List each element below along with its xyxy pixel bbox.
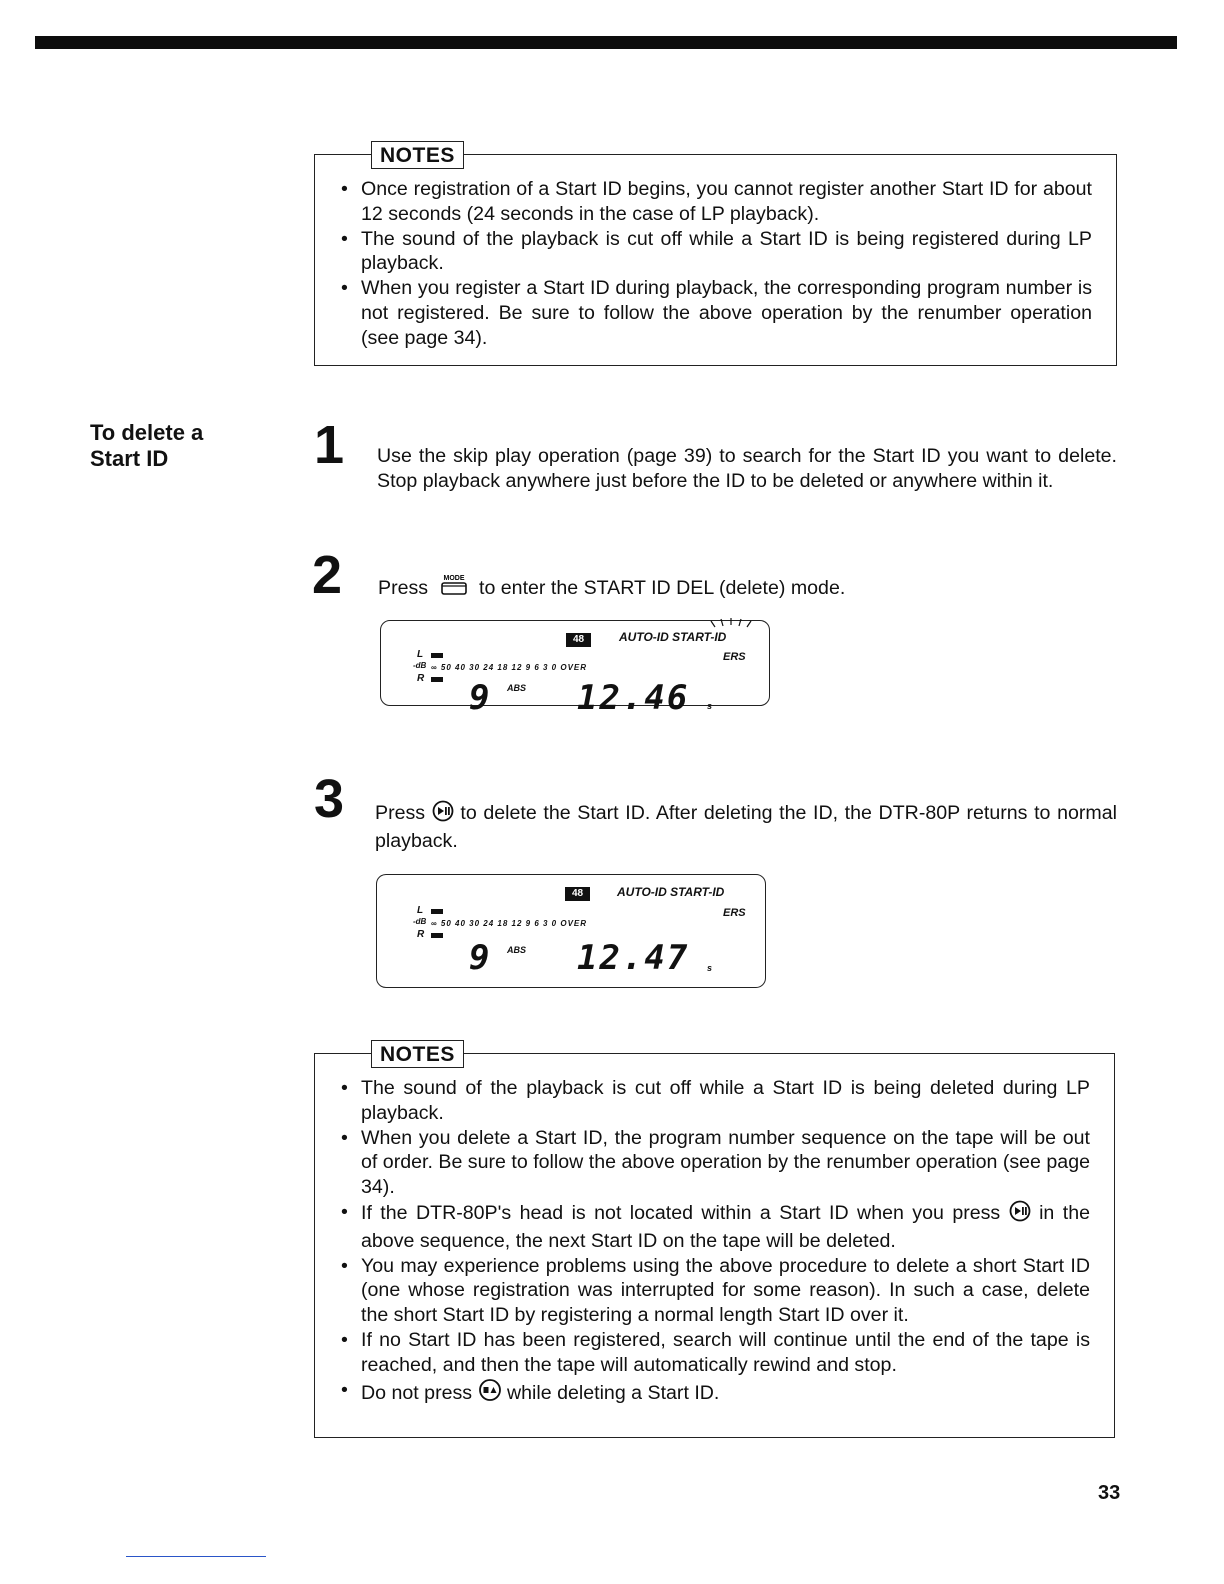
step-text-part: Press <box>378 577 429 599</box>
note-item: • When you delete a Start ID, the program number sequence on the tape will be out of order. Be sure to follow the above operation by the renumber operation (see page 34). <box>341 1126 1090 1200</box>
time-counter: 12.47 <box>577 938 690 978</box>
notes-box-bottom <box>314 1043 1115 1438</box>
step-number: 1 <box>314 415 345 475</box>
step-text-part: to delete the Start ID. After deleting the ID, the DTR-80P returns to normal playback. <box>375 802 1117 852</box>
stop-eject-button-icon <box>478 1378 502 1409</box>
note-item: • Once registration of a Start ID begins, you cannot register another Start ID for about 12 seconds (24 seconds in the case of LP playback). <box>341 177 1092 227</box>
step-text <box>378 573 1118 604</box>
lcd-display <box>380 620 770 718</box>
channel-r-label: R <box>417 929 425 940</box>
sampling-badge: 48 <box>565 887 590 901</box>
sampling-badge: 48 <box>566 633 591 647</box>
section-heading <box>90 420 203 472</box>
blink-indicator-icon <box>701 615 761 635</box>
page-number: 33 <box>1098 1482 1121 1504</box>
track-number: 9 <box>469 938 490 978</box>
ers-label: ERS <box>723 907 746 919</box>
level-scale: ∞ 50 40 30 24 18 12 9 6 3 0 OVER <box>431 663 588 672</box>
lcd-display <box>376 874 766 988</box>
note-text-part: Do not press <box>361 1381 473 1404</box>
note-item: • If no Start ID has been registered, search will continue until the end of the tape is reached, and then the tape will automatically rewind and stop. <box>341 1328 1090 1378</box>
note-item: • You may experience problems using the above procedure to delete a short Start ID (one whose registration was interrupted for some reason). In such a case, delete the short Start ID by registering a normal length Start ID over it. <box>341 1254 1090 1328</box>
step-text <box>375 800 1117 854</box>
play-pause-button-icon <box>1009 1200 1031 1229</box>
abs-label: ABS <box>507 945 527 955</box>
track-number: 9 <box>469 678 490 718</box>
step-number: 3 <box>314 769 345 829</box>
db-label: -dB <box>413 917 427 926</box>
note-text-part: in the above sequence, the next Start ID on the tape will be deleted. <box>361 1201 1090 1252</box>
channel-l-label: L <box>417 905 424 916</box>
play-pause-button-icon <box>432 800 454 829</box>
auto-id-label: AUTO-ID START-ID <box>619 630 727 644</box>
step-text: Use the skip play operation (page 39) to search for the Start ID you want to delete. Stop playback anywhere just before the ID to be deleted or anywhere within it. <box>377 445 1117 492</box>
channel-r-label: R <box>417 673 425 684</box>
note-text-part: while deleting a Start ID. <box>507 1381 720 1404</box>
time-counter: 12.46 <box>577 678 690 718</box>
section-heading-line: Start ID <box>90 446 169 471</box>
level-bar-r <box>431 933 443 938</box>
step-text-part: Press <box>375 802 426 824</box>
note-text-part: If the DTR-80P's head is not located within a Start ID when you press <box>361 1201 1001 1224</box>
ers-label: ERS <box>723 651 746 663</box>
note-item <box>341 1378 1090 1409</box>
note-item: • When you register a Start ID during playback, the corresponding program number is not registered. Be sure to follow the above operation by the renumber operation (see page 34). <box>341 276 1092 350</box>
section-heading-line: To delete a <box>90 420 204 445</box>
auto-id-label: AUTO-ID START-ID <box>617 885 725 899</box>
db-label: -dB <box>413 661 427 670</box>
level-bar-l <box>431 909 443 914</box>
time-suffix: s <box>707 701 713 711</box>
level-bar-r <box>431 677 443 682</box>
note-item: • The sound of the playback is cut off while a Start ID is being deleted during LP playback. <box>341 1076 1090 1126</box>
level-bar-l <box>431 653 443 658</box>
abs-label: ABS <box>507 683 527 693</box>
notes-box-top <box>314 144 1117 366</box>
notes-label: NOTES <box>371 1040 464 1068</box>
header-rule <box>35 36 1177 49</box>
mode-button-icon <box>434 573 474 604</box>
note-item <box>341 1200 1090 1254</box>
step-number: 2 <box>312 545 343 605</box>
note-item: • The sound of the playback is cut off while a Start ID is being registered during LP playback. <box>341 227 1092 277</box>
mode-icon-label: MODE <box>443 575 465 582</box>
footer-rule <box>126 1556 266 1557</box>
channel-l-label: L <box>417 649 424 660</box>
time-suffix: s <box>707 963 713 973</box>
level-scale: ∞ 50 40 30 24 18 12 9 6 3 0 OVER <box>431 919 588 928</box>
notes-list <box>341 177 1092 351</box>
step-text-part: to enter the START ID DEL (delete) mode. <box>479 577 846 599</box>
notes-list <box>341 1076 1090 1408</box>
notes-label: NOTES <box>371 141 464 169</box>
